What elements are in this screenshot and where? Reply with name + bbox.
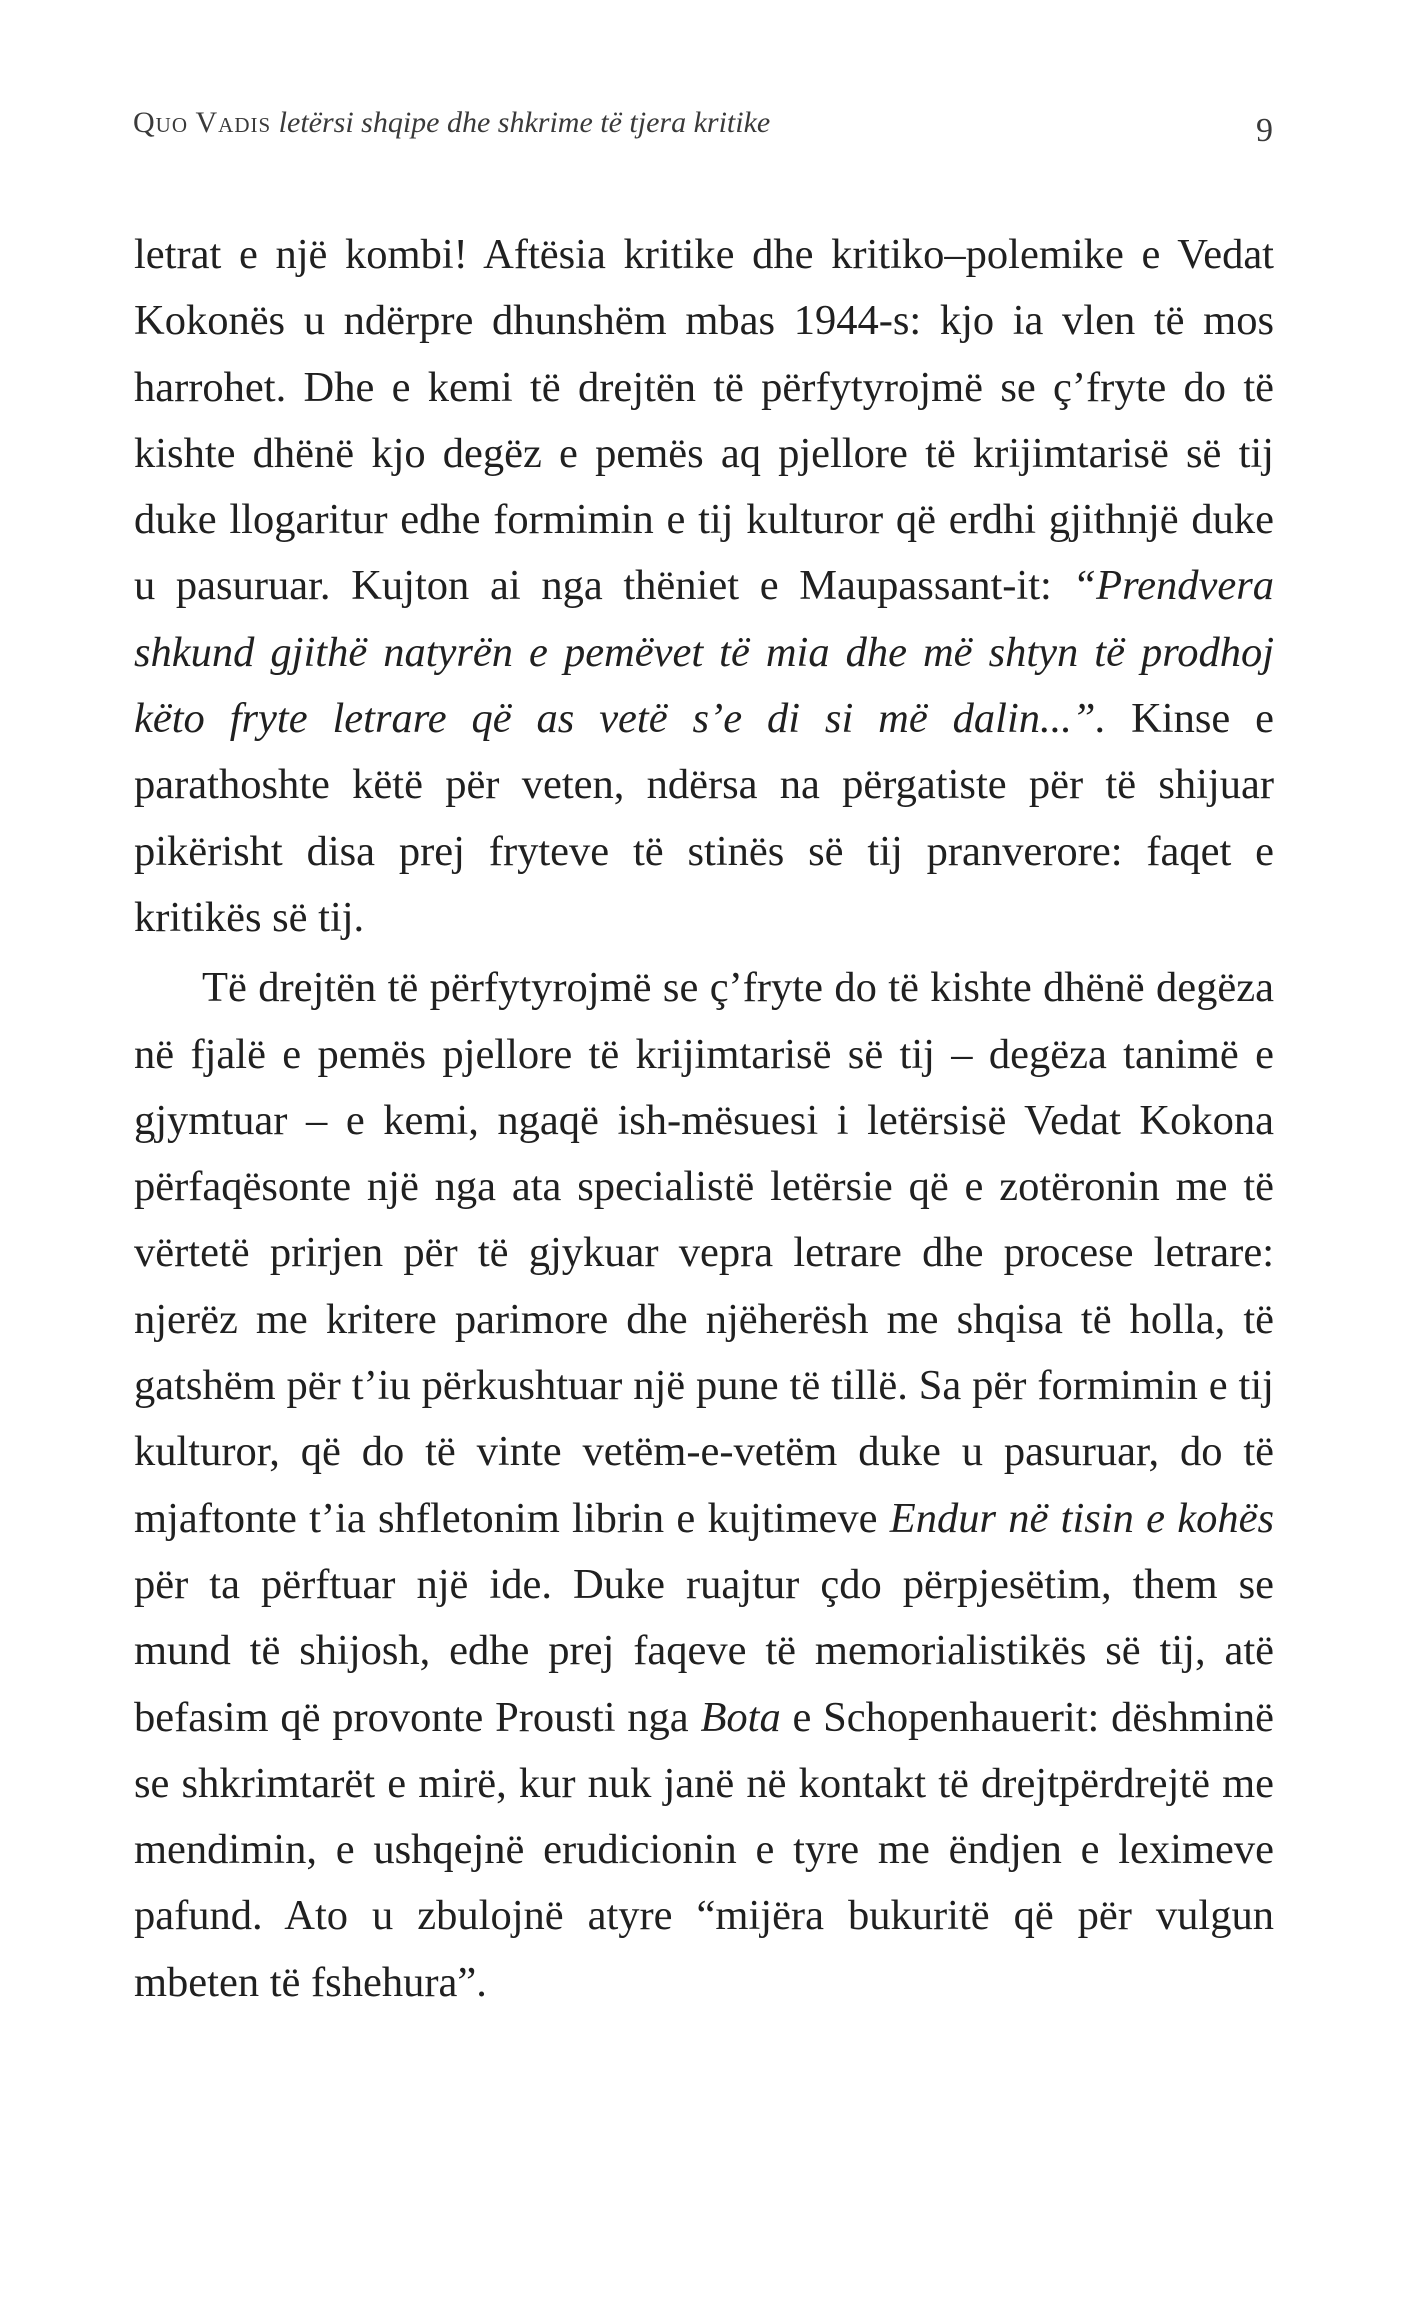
- text-segment: Kinse e parathoshte këtë për veten, ndërsa na përgatiste për të shijuar pikërisht disa prej fryteve të stinës së tij pranverore: faqet e kritikës së tij.: [134, 695, 1274, 941]
- paragraph-2: [134, 955, 1274, 2016]
- maupassant-quote: “Prendvera shkund gjithë natyrën e pemëvet të mia dhe më shtyn të prodhoj këto fryte letrare që as vetë s’e di si më dalin...”.: [134, 562, 1274, 743]
- text-segment: Të drejtën të përfytyrojmë se ç’fryte do të kishte dhënë degëza në fjalë e pemës pjellore të krijimtarisë së tij – degëza tanimë e gjymtuar – e kemi, ngaqë ish-mësuesi i letërsisë Vedat Kokona përfaqësonte një nga ata specialistë letërsie që e zotëronin me të vërtetë prirjen për të gjykuar vepra letrare dhe procese letrare: njerëz me kritere parimore dhe njëherësh me shqisa të holla, të gatshëm për t’iu përkushtuar një pune të tillë. Sa për formimin e tij kulturor, që do të vinte vetëm-e-vetëm duke u pasuruar, do të mjaftonte t’ia shfletonim librin e kujtimeve: [134, 964, 1274, 1542]
- running-head-subtitle: letërsi shqipe dhe shkrime të tjera kritike: [278, 106, 771, 139]
- body-text: [134, 222, 1274, 2016]
- page-number: 9: [1256, 112, 1273, 149]
- running-head-vadis: Vadis: [195, 106, 272, 139]
- running-head: [133, 106, 1273, 149]
- running-head-title: [133, 106, 770, 140]
- text-segment: për ta përftuar një ide. Duke ruajtur çdo përpjesëtim, them se mund të shijosh, edhe prej faqeve të memorialistikës së tij, atë befasim që provonte Prousti nga: [134, 1560, 1274, 1741]
- text-segment: e Schopenhauerit: dëshminë se shkrimtarët e mirë, kur nuk janë në kontakt të drejtpërdrejtë me mendimin, e ushqejnë erudicionin e tyre me ëndjen e leximeve pafund. Ato u zbulojnë atyre “mijëra bukuritë që për vulgun mbeten të fshehura”.: [134, 1693, 1274, 2006]
- book-title-endur: Endur në tisin e kohës: [889, 1494, 1274, 1542]
- paragraph-1: [134, 222, 1274, 951]
- running-head-quo: Quo: [133, 106, 188, 139]
- text-segment: letrat e një kombi! Aftësia kritike dhe kritiko–polemike e Vedat Kokonës u ndërpre dhunshëm mbas 1944-s: kjo ia vlen të mos harrohet. Dhe e kemi të drejtën të përfytyrojmë se ç’fryte do të kishte dhënë kjo degëz e pemës aq pjellore të krijimtarisë së tij duke llogaritur edhe formimin e tij kulturor që erdhi gjithnjë duke u pasuruar. Kujton ai nga thëniet e Maupassant-it:: [134, 231, 1274, 610]
- book-title-bota: Bota: [700, 1693, 781, 1741]
